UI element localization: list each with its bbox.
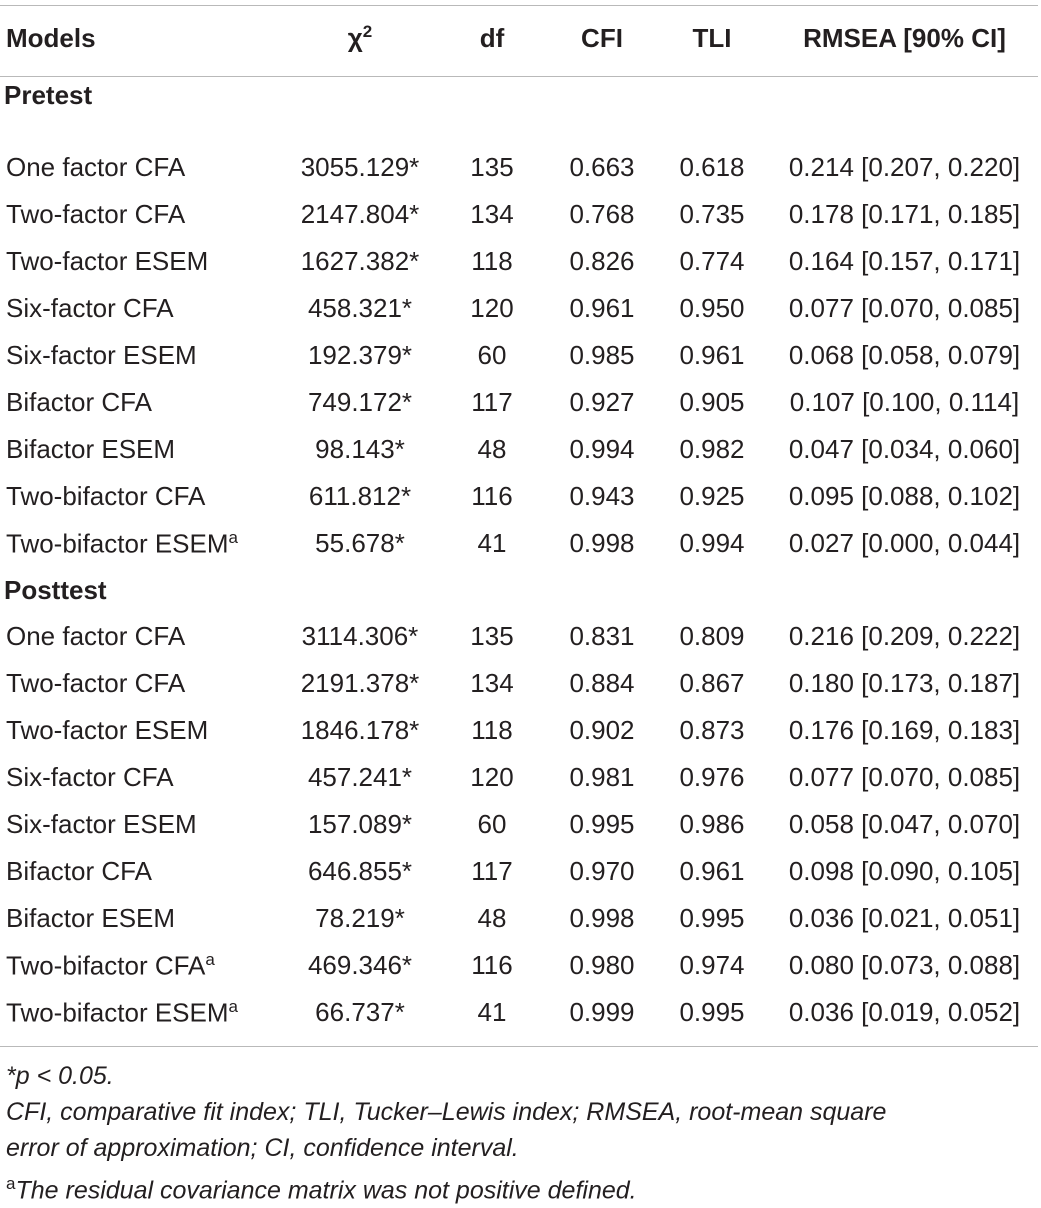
model-name: One factor CFA [6,152,186,182]
cell-rmsea: 0.077 [0.070, 0.085] [788,762,1021,792]
cell-cfi: 0.884 [569,668,635,698]
cell-rmsea: 0.214 [0.207, 0.220] [788,152,1021,182]
cell-chi-square: 646.855* [307,856,413,886]
cell-chi-square: 66.737* [315,997,405,1027]
table-row [0,426,1041,473]
cell-model [0,660,284,707]
cell-model [0,238,284,285]
model-name: Two-factor ESEM [6,246,209,276]
table-row [0,895,1041,942]
cell-tli: 0.905 [679,387,745,417]
cell-chi-square: 611.812* [308,481,412,511]
model-footnote-marker: a [228,527,238,547]
model-name: Two-bifactor ESEM [6,528,229,559]
cell-rmsea: 0.027 [0.000, 0.044] [788,528,1021,558]
cell-rmsea: 0.036 [0.019, 0.052] [788,997,1021,1027]
footnote-note [6,1166,637,1208]
cell-df: 118 [471,246,513,276]
bottom-rule [0,1046,1038,1047]
cell-rmsea: 0.058 [0.047, 0.070] [788,809,1021,839]
cell-chi-square: 55.678* [315,528,405,558]
cell-df: 48 [477,434,507,464]
cell-rmsea: 0.178 [0.171, 0.185] [788,199,1021,229]
model-name: One factor CFA [6,621,186,651]
header-tli: TLI [692,22,732,53]
footnote-abbrev-line1: CFI, comparative fit index; TLI, Tucker–Lewis index; RMSEA, root-mean square [6,1098,887,1126]
cell-cfi: 0.826 [569,246,635,276]
cell-model [0,191,284,238]
cell-df: 41 [477,997,507,1027]
cell-df: 120 [470,293,514,323]
cell-tli: 0.994 [679,528,745,558]
cell-tli: 0.976 [679,762,745,792]
cell-model [0,285,284,332]
model-footnote-marker: a [228,996,238,1016]
cell-tli: 0.950 [679,293,745,323]
model-name: Six-factor ESEM [6,340,197,370]
table-row [0,801,1041,848]
table-row [0,989,1041,1036]
cell-cfi: 0.768 [569,199,635,229]
header-rmsea: RMSEA [90% CI] [803,22,1006,53]
cell-chi-square: 1627.382* [300,246,420,276]
cell-tli: 0.961 [679,340,745,370]
cell-df: 120 [470,762,514,792]
cell-model [0,613,284,660]
model-name: Two-factor CFA [6,668,186,698]
footnote-abbrev-line2: error of approximation; CI, confidence interval. [6,1134,519,1162]
chi-symbol: χ [347,22,363,53]
cell-rmsea: 0.077 [0.070, 0.085] [788,293,1021,323]
cell-df: 60 [477,340,507,370]
cell-rmsea: 0.095 [0.088, 0.102] [788,481,1021,511]
cell-model [0,989,284,1036]
table-row [0,379,1041,426]
cell-tli: 0.982 [679,434,745,464]
cell-chi-square: 458.321* [307,293,413,323]
footnote-note-marker: a [6,1174,16,1193]
cell-cfi: 0.994 [569,434,635,464]
cell-df: 116 [471,481,513,511]
header-row [0,0,1041,76]
model-name: Two-factor CFA [6,199,186,229]
header-cfi: CFI [581,22,623,53]
header-models: Models [6,22,96,53]
table-row [0,754,1041,801]
cell-cfi: 0.998 [569,903,635,933]
model-name: Two-bifactor ESEM [6,997,229,1028]
cell-model [0,848,284,895]
table-row [0,520,1041,567]
cell-df: 117 [471,856,513,886]
cell-cfi: 0.998 [569,528,635,558]
model-name: Bifactor CFA [6,856,152,886]
cell-model [0,754,284,801]
table-row [0,191,1041,238]
cell-chi-square: 78.219* [315,903,405,933]
section-row [0,567,1041,613]
cell-df: 48 [477,903,507,933]
cell-tli: 0.774 [679,246,745,276]
model-name: Bifactor ESEM [6,434,176,464]
cell-chi-square: 457.241* [307,762,413,792]
cell-df: 134 [470,668,514,698]
cell-tli: 0.925 [679,481,745,511]
cell-cfi: 0.995 [569,809,635,839]
table-row [0,285,1041,332]
header-chi-square [284,0,436,76]
model-name: Six-factor CFA [6,293,174,323]
cell-cfi: 0.985 [569,340,635,370]
cell-tli: 0.995 [679,903,745,933]
cell-cfi: 0.970 [569,856,635,886]
cell-rmsea: 0.107 [0.100, 0.114] [789,387,1020,417]
table-row [0,660,1041,707]
cell-model [0,801,284,848]
cell-df: 134 [470,199,514,229]
cell-rmsea: 0.080 [0.073, 0.088] [788,950,1021,980]
cell-chi-square: 3055.129* [300,152,420,182]
cell-rmsea: 0.180 [0.173, 0.187] [788,668,1021,698]
cell-cfi: 0.961 [569,293,635,323]
model-name: Two-bifactor CFA [6,481,206,511]
cell-cfi: 0.943 [569,481,635,511]
cell-model [0,895,284,942]
cell-model [0,473,284,520]
table-row [0,848,1041,895]
cell-cfi: 0.980 [569,950,635,980]
cell-model [0,707,284,754]
cell-cfi: 0.999 [569,997,635,1027]
model-name: Two-factor ESEM [6,715,209,745]
cell-rmsea: 0.164 [0.157, 0.171] [788,246,1021,276]
cell-df: 135 [470,152,514,182]
cell-df: 117 [471,387,513,417]
cell-chi-square: 157.089* [307,809,413,839]
table-body [0,76,1041,1036]
section-title: Pretest [4,80,93,110]
cell-model [0,520,284,567]
cell-rmsea: 0.216 [0.209, 0.222] [788,621,1021,651]
cell-chi-square: 3114.306* [301,621,419,651]
section-title: Posttest [4,574,107,605]
cell-df: 60 [477,809,507,839]
model-name: Two-bifactor CFA [6,950,206,981]
cell-chi-square: 1846.178* [300,715,420,745]
cell-model [0,332,284,379]
cell-rmsea: 0.036 [0.021, 0.051] [788,903,1021,933]
cell-df: 41 [477,528,507,558]
table-row [0,613,1041,660]
cell-cfi: 0.927 [569,387,635,417]
cell-cfi: 0.663 [569,152,635,182]
table-row [0,707,1041,754]
cell-tli: 0.618 [679,152,745,182]
cell-chi-square: 2191.378* [300,668,420,698]
model-name: Six-factor ESEM [6,809,197,839]
cell-cfi: 0.981 [569,762,635,792]
cell-tli: 0.974 [679,950,745,980]
cell-model [0,942,284,989]
table-row [0,144,1041,191]
cell-tli: 0.995 [679,997,745,1027]
cell-rmsea: 0.098 [0.090, 0.105] [788,856,1021,886]
cell-cfi: 0.831 [569,621,635,651]
cell-rmsea: 0.068 [0.058, 0.079] [788,340,1021,370]
cell-chi-square: 2147.804* [300,199,420,229]
cell-tli: 0.873 [679,715,745,745]
cell-tli: 0.961 [679,856,745,886]
cell-tli: 0.986 [679,809,745,839]
footnote-significance: *p < 0.05. [6,1062,114,1090]
model-name: Six-factor CFA [6,762,174,792]
cell-df: 116 [471,950,513,980]
chi-superscript: 2 [362,22,373,42]
cell-df: 118 [471,715,513,745]
cell-chi-square: 469.346* [307,950,413,980]
cell-model [0,426,284,473]
cell-cfi: 0.902 [569,715,635,745]
table-row [0,332,1041,379]
cell-chi-square: 98.143* [315,434,405,464]
cell-tli: 0.735 [679,199,745,229]
cell-tli: 0.809 [679,621,745,651]
cell-rmsea: 0.176 [0.169, 0.183] [788,715,1021,745]
cell-df: 135 [470,621,514,651]
cell-chi-square: 192.379* [307,340,413,370]
cell-rmsea: 0.047 [0.034, 0.060] [788,434,1021,464]
model-name: Bifactor CFA [6,387,152,417]
footnote-note-text: The residual covariance matrix was not positive defined. [15,1176,637,1205]
table-row [0,942,1041,989]
cell-model [0,144,284,191]
cell-tli: 0.867 [679,668,745,698]
table-row [0,473,1041,520]
header-df: df [479,22,505,53]
cell-model [0,379,284,426]
cell-chi-square: 749.172* [307,387,413,417]
section-row [0,76,1041,144]
table-row [0,238,1041,285]
model-name: Bifactor ESEM [6,903,176,933]
model-footnote-marker: a [205,949,215,969]
